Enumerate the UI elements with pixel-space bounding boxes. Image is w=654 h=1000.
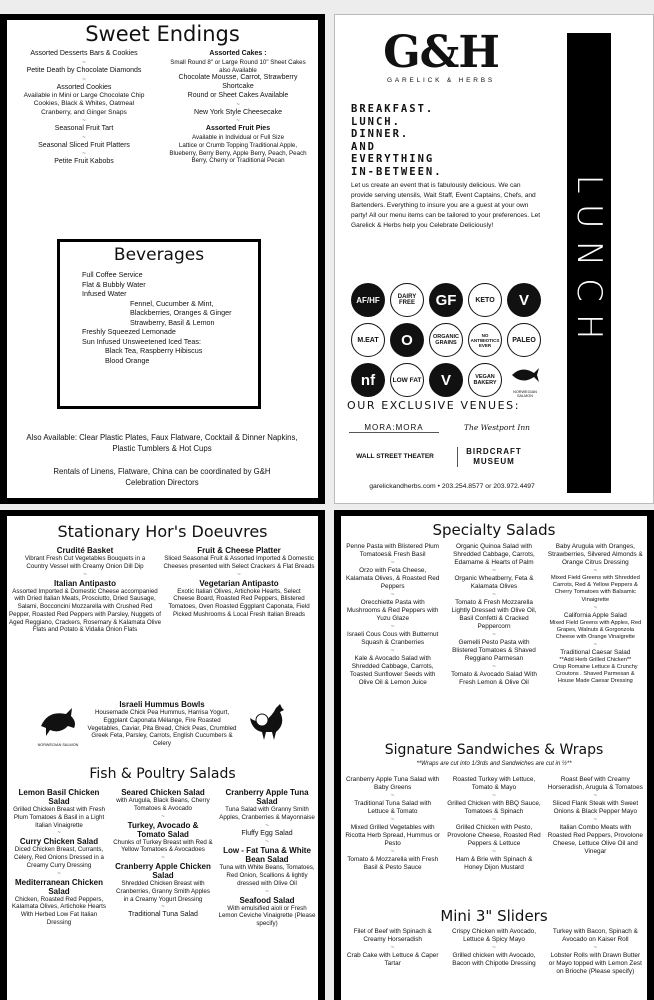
fish-item-heading: Traditional Tuna Salad — [128, 911, 198, 919]
sweet-right-col: Assorted Cakes : Small Round 8" or Large Round 10" Sheet Cakes also Available Chocolate Mousse, Carrot, Strawberry Shortcake Round or Sheet Cakes Available ~ New York Style Cheesecake ~ Assorted Fruit Pies Available in Individual or Full Size Lattice or Crumb Topping Traditional Apple, Blueberry, Berry Berry, Apple Berry, Peach, Peach Berry, Cherry or Traditional Pecan — [163, 50, 313, 165]
bev-tea-list: Black Tea, Raspberry Hibiscus Blood Orange — [105, 346, 203, 365]
sandwich-item: Sliced Flank Steak with Sweet Onions & Black Pepper Mayo — [552, 800, 639, 815]
sandwich-item: Ham & Brie with Spinach & Honey Dijon Mustard — [455, 856, 533, 871]
also-available: Also Available: Clear Plastic Plates, Faux Flatware, Cocktail & Dinner Napkins, Plastic Tumblers & Hot Cups — [26, 433, 298, 453]
fish-col-1: Lemon Basil Chicken Salad Grilled Chicken Breast with Fresh Plum Tomatoes & Basil in a Light Italian Vinaigrette ~ Curry Chicken Salad Diced Chicken Breast, Currants, Celery, Red Onions Dressed in a Creamy Curry Dressing ~ Mediterranean Chicken Salad Chicken, Roasted Red Peppers, Kalamata Olives, Artichoke Hearts With Herbed Low Fat Italian Dressing — [9, 788, 109, 927]
antipasto-heading: Italian Antipasto — [54, 578, 116, 588]
salmon-fish-icon — [510, 365, 540, 385]
logo-sub: GARELICK & HERBS — [386, 77, 495, 84]
assorted-cookies: Assorted Cookies — [56, 83, 112, 91]
sandwich-item: Traditional Tuna Salad with Lettuce & Tomato — [354, 800, 432, 815]
logo-mark: G&H — [383, 27, 499, 78]
fish-item-desc: Tuna Salad with Granny Smith Apples, Cranberries & Mayonnaise — [219, 806, 315, 821]
specialty-item: Organic Quinoa Salad with Shredded Cabbage, Carrots, Edamame & Hearts of Palm — [453, 543, 535, 566]
fish-item-desc: With emulsified aioli or Fresh Lemon Ceviche Vinaigrette (Please specify) — [218, 904, 316, 927]
salads-panel — [334, 510, 654, 1000]
hors-title: Stationary Hor's Doeuvres — [57, 522, 268, 541]
lunch-vertical-text: LUNCH — [569, 174, 609, 352]
specialty-item: Penne Pasta with Blistered Plum Tomatoes& Fresh Basil — [346, 543, 440, 558]
slider-item: Filet of Beef with Spinach & Creamy Horseradish — [353, 928, 432, 943]
fish-item-desc: Shredded Chicken Breast with Cranberries, Granny Smith Apples in a Creamy Yogurt Dressing — [116, 880, 210, 903]
fish-col-3: Cranberry Apple Tuna Salad Tuna Salad with Granny Smith Apples, Cranberries & Mayonnaise ~ Fluffy Egg Salad ~ Low - Fat Tuna & White Bean Salad Tuna with White Beans, Tomatoes, Red Onion, Scallions & lightly dressed with Olive Oil ~ Seafood Salad With emulsified aioli or Fresh Lemon Ceviche Vinaigrette (Please specify) — [218, 788, 316, 927]
sandwich-item: Roasted Turkey with Lettuce, Tomato & Mayo — [452, 776, 536, 791]
rooster-icon — [246, 702, 290, 742]
antipasto-desc: Assorted Imported & Domestic Cheese accompanied with Dried Italian Meats, Prosciutto, Dried Sausage, Salami, Bocconcini Mozzarella with Crushed Red Pepper, Roasted Red Peppers with Parsley, Nuggets of Aged Reggiano, Crackers, Rosemary & Kalamata Olive Flats and Potato & Vidalia Onion Flats — [9, 587, 162, 634]
slider-item: Turkey with Bacon, Spinach & Avocado on Kaiser Roll — [552, 928, 638, 943]
fish-item-heading: Lemon Basil Chicken Salad — [18, 788, 100, 806]
slider-col-3: Turkey with Bacon, Spinach & Avocado on Kaiser Roll ~ Lobster Rolls with Drawn Butter or Mayo topped with Lemon Zest on Brioche (Please specify) — [548, 928, 642, 975]
crudite-heading: Crudité Basket — [56, 546, 114, 555]
specialty-col-2: Organic Quinoa Salad with Shredded Cabbage, Carrots, Edamame & Hearts of Palm ~ Organic Wheatberry, Feta & Kalamata Olives ~ Tomato & Fresh Mozzarella Lightly Dressed with Olive Oil, Basil Confetti & Cracked Peppercorn ~ Gemelli Pesto Pasta with Blistered Tomatoes & Shaved Reggiano Parmesan ~ Tomato & Avocado Salad With Fresh Lemon & Olive Oil — [446, 543, 541, 687]
sandwich-col-1: Cranberry Apple Tuna Salad with Baby Greens ~ Traditional Tuna Salad with Lettuce & Tomato ~ Mixed Grilled Vegetables with Ricotta Herb Spread, Hummus or Pesto ~ Tomato & Mozzarella with Fresh Basil & Pesto Sauce — [345, 776, 440, 871]
sandwich-col-2: Roasted Turkey with Lettuce, Tomato & Mayo ~ Grilled Chicken with BBQ Sauce, Tomatoes & Spinach ~ Grilled Chicken with Pesto, Provolone Cheese, Roasted Red Peppers & Lettuce ~ Ham & Brie with Spinach & Honey Dijon Mustard — [447, 776, 541, 871]
bev-tea: Sun Infused Unsweetened Iced Teas: — [82, 336, 201, 346]
fish-item-heading: Fluffy Egg Salad — [241, 829, 293, 837]
logo — [351, 29, 531, 84]
fruit-kabobs: Petite Fruit Kabobs — [54, 158, 114, 166]
tagline-3: DINNER. — [351, 128, 410, 140]
rentals: Rentals of Linens, Flatware, China can be coordinated by G&H Celebration Directors — [53, 467, 271, 487]
fish-item-desc: Tuna with White Beans, Tomatoes, Red Onion, Scallions & lightly dressed with Olive Oil — [219, 864, 315, 887]
dolphin-icon — [38, 706, 78, 738]
badge-nut-free: nf — [351, 363, 385, 397]
specialty-item: Traditional Caesar Salad — [560, 648, 631, 656]
sweet-endings-title: Sweet Endings — [85, 22, 240, 46]
cakes-sheet: Round or Sheet Cakes Available — [187, 91, 289, 99]
specialty-item: California Apple Salad — [563, 611, 627, 619]
badge-low-fat: LOW FAT — [390, 363, 424, 397]
venue-mora: MORA:MORA — [349, 423, 439, 433]
fish-item-desc: Chunks of Turkey Breast with Red & Yellow Tomatoes & Avocadoes — [113, 838, 213, 854]
badge-gf: GF — [429, 283, 463, 317]
badge-afhf: AF/HF — [351, 283, 385, 317]
sliders-title: Mini 3" Sliders — [440, 907, 548, 925]
fish-item-desc: Diced Chicken Breast, Currants, Celery, Red Onions Dressed in a Creamy Curry Dressing — [14, 846, 104, 869]
fruit-cheese-heading: Fruit & Cheese Platter — [197, 546, 281, 555]
specialty-item: Mixed Field Greens with Apples, Red Grapes, Walnuts & Gorgonzola Cheese with Orange Vinaigrette — [549, 619, 642, 640]
hors-doeuvres-panel — [0, 510, 325, 1000]
cheesecake: New York Style Cheesecake — [194, 108, 282, 116]
badge-dairy-free: DAIRY FREE — [390, 283, 424, 317]
venue-westport: The Westport Inn — [464, 423, 530, 432]
badge-vegetarian: V — [429, 363, 463, 397]
hors-left-col: Crudité Basket Vibrant Fresh Cut Vegetables Bouquets in a Country Vessel with Creamy Onion Dill Dip ~ Italian Antipasto Assorted Imported & Domestic Cheese accompanied with Dried Italian Meats, Prosciutto, Dried Sausage, Salami, Bocconcini Mozzarella with Crushed Red Pepper, Roasted Red Peppers with Parsley, Nuggets of Aged Reggiano, Crackers, Rosemary & Kalamata Olive Flats and Potato & Vidalia Onion Flats — [9, 546, 162, 634]
hors-right-col: Fruit & Cheese Platter Sliced Seasonal Fruit & Assorted Imported & Domestic Cheeses presented with Select Crackers & Flat Breads ~ Vegetarian Antipasto Exotic Italian Olives, Artichoke Hearts, Select Cheese Board, Roasted Red Peppers, Blistered Tomatoes, Oven Roasted Eggplant Caponata, Field Picked Mushrooms & Local Fresh Italian Breads — [163, 546, 315, 618]
fish-col-2: Seared Chicken Salad with Arugula, Black Beans, Cherry Tomatoes & Avocado ~ Turkey, Avocado & Tomato Salad Chunks of Turkey Breast with Red & Yellow Tomatoes & Avocadoes ~ Cranberry Apple Chicken Salad Shredded Chicken Breast with Cranberries, Granny Smith Apples in a Creamy Yogurt Dressing ~ Traditional Tuna Salad — [113, 788, 213, 919]
veg-antipasto-desc: Exotic Italian Olives, Artichoke Hearts, Select Cheese Board, Roasted Red Peppers, Blistered Tomatoes, Oven Roasted Eggplant Caponata, Field Picked Mushrooms & Local Fresh Italian Breads — [168, 587, 310, 618]
sliced-fruit: Seasonal Sliced Fruit Platters — [38, 141, 130, 149]
badge-salmon — [507, 365, 543, 398]
fish-item-heading: Low - Fat Tuna & White Bean Salad — [223, 846, 311, 865]
fish-item-heading: Seafood Salad — [239, 895, 295, 905]
fish-item-heading: Cranberry Apple Chicken Salad — [115, 862, 211, 880]
sandwiches-note: **Wraps are cut into 1/3rds and Sandwiches are cut in ½** — [416, 761, 572, 767]
dolphin-logo — [35, 706, 81, 747]
specialty-grid — [345, 543, 643, 687]
sandwich-item: Mixed Grilled Vegetables with Ricotta Herb Spread, Hummus or Pesto — [345, 824, 440, 847]
bev-coffee: Full Coffee Service — [82, 270, 143, 279]
sandwich-item: Italian Combo Meats with Roasted Red Peppers, Provolone Cheese, Lettuce Olive Oil and Vinegar — [547, 824, 643, 855]
bev-infused-list: Fennel, Cucumber & Mint, Blackberries, Oranges & Ginger Strawberry, Basil & Lemon — [130, 298, 232, 327]
slider-col-2: Crispy Chicken with Avocado, Lettuce & Spicy Mayo ~ Grilled chicken with Avocado, Bacon with Chipotle Dressing — [446, 928, 541, 976]
fruit-cheese-desc: Sliced Seasonal Fruit & Assorted Imported & Domestic Cheeses presented with Select Crackers & Flat Breads — [163, 555, 315, 570]
pies-note: Available in Individual or Full Size — [191, 134, 285, 141]
bev-water: Flat & Bubbly Water — [82, 279, 146, 289]
sandwich-col-3: Roast Beef with Creamy Horseradish, Arugula & Tomatoes ~ Sliced Flank Steak with Sweet Onions & Black Pepper Mayo ~ Italian Combo Meats with Roasted Red Peppers, Provolone Cheese, Lettuce Olive Oil and Vinegar — [547, 776, 643, 855]
badge-vegan-bakery: VEGAN BAKERY — [468, 363, 502, 397]
fish-item-heading: Seared Chicken Salad — [121, 788, 205, 797]
fruit-tart: Seasonal Fruit Tart — [54, 124, 114, 132]
sandwich-item: Tomato & Mozzarella with Fresh Basil & Pesto Sauce — [347, 856, 439, 871]
tagline-2: LUNCH. — [351, 115, 401, 128]
sweet-left-col: Assorted Desserts Bars & Cookies ~ Petite Death by Chocolate Diamonds ~ Assorted Cookies Available in Mini or Large Chocolate Chip Cookies, Black & Whites, Oatmeal Cranberry, and Ginger Snaps ~ Seasonal Fruit Tart ~ Seasonal Sliced Fruit Platters ~ Petite Fruit Kabobs — [9, 50, 159, 167]
specialty-col-1: Penne Pasta with Blistered Plum Tomatoes& Fresh Basil ~ Orzo with Feta Cheese, Kalamata Olives, & Roasted Red Peppers ~ Orecchiette Pasta with Mushrooms & Red Peppers with Yuzu Glaze ~ Israeli Cous Cous with Butternut Squash & Cranberries ~ Kale & Avocado Salad with Shredded Cabbage, Carrots, Toasted Sunflower Seeds with Olive Oil & Lemon Juice — [345, 543, 440, 686]
salmon-label: NORWEGIAN SALMON — [513, 390, 537, 398]
sandwiches-title: Signature Sandwiches & Wraps — [384, 742, 604, 758]
fish-item-desc: Chicken, Roasted Red Peppers, Kalamata Olives, Artichoke Hearts With Herbed Low Fat Italian Dressing — [12, 895, 106, 926]
specialty-item: Baby Arugula with Oranges, Strawberries, Silvered Almonds & Orange Citrus Dressing — [547, 543, 643, 566]
slider-item: Grilled chicken with Avocado, Bacon with Chipotle Dressing — [452, 952, 536, 967]
specialty-item: Orzo with Feta Cheese, Kalamata Olives, & Roasted Red Peppers — [345, 567, 440, 590]
cakes-list: Chocolate Mousse, Carrot, Strawberry Shortcake — [178, 74, 298, 90]
sweet-endings-panel — [0, 14, 325, 504]
specialty-item: Mixed Field Greens with Shredded Carrots, Red & Yellow Peppers & Cherry Tomatoes with Balsamic Vinaigrette — [550, 575, 640, 603]
badge-meat: M.EAT — [351, 323, 385, 357]
tagline-1: BREAKFAST. — [351, 103, 435, 115]
badge-paleo: PALEO — [507, 323, 541, 357]
tagline — [351, 103, 541, 178]
sandwich-item: Roast Beef with Creamy Horseradish, Arugula & Tomatoes — [547, 776, 643, 791]
slider-item: Crispy Chicken with Avocado, Lettuce & Spicy Mayo — [451, 928, 537, 943]
rooster-logo — [243, 702, 293, 747]
hummus-desc: Housemade Chick Pea Hummus, Harrisa Yogurt, Eggplant Caponata Mélange, Fire Roasted Vegetables, Caviar, Pita Bread, Chick Peas, Crumbled Greek Feta, Parsley, Carrots, English Cucumbers & Celery — [87, 709, 237, 747]
dessert-bars: Assorted Desserts Bars & Cookies — [30, 50, 138, 57]
specialty-item: Tomato & Avocado Salad With Fresh Lemon & Olive Oil — [451, 671, 537, 686]
crudite-desc: Vibrant Fresh Cut Vegetables Bouquets in a Country Vessel with Creamy Onion Dill Dip — [24, 555, 146, 570]
specialty-item: Tomato & Fresh Mozzarella Lightly Dressed with Olive Oil, Basil Confetti & Cracked Peppercorn — [451, 599, 537, 630]
dolphin-label: NORWEGIAN SALMON — [37, 743, 79, 747]
sandwich-item: Grilled Chicken with BBQ Sauce, Tomatoes & Spinach — [447, 800, 541, 815]
cookies-desc: Available in Mini or Large Chocolate Chip Cookies, Black & Whites, Oatmeal Cranberry, and Ginger Snaps — [23, 92, 145, 116]
brand-panel — [334, 14, 654, 504]
specialty-title: Specialty Salads — [432, 521, 556, 539]
fish-item-heading: Mediterranean Chicken Salad — [14, 877, 104, 896]
bev-lemonade: Freshly Squeezed Lemonade — [82, 327, 176, 336]
fish-item-desc: Grilled Chicken Breast with Fresh Plum Tomatoes & Basil in a Light Italian Vinaigrette — [13, 806, 105, 829]
beverages-title: Beverages — [113, 245, 205, 265]
pies-list: Lattice or Crumb Topping Traditional Apple, Blueberry, Berry Berry, Apple Berry, Peach, Peach Berry, Cherry or Traditional Pecan — [169, 141, 307, 165]
specialty-col-3: Baby Arugula with Oranges, Strawberries, Silvered Almonds & Orange Citrus Dressing ~ Mixed Field Greens with Shredded Carrots, Red & Yellow Peppers & Cherry Tomatoes with Balsamic Vinaigrette ~ California Apple Salad Mixed Field Greens with Apples, Red Grapes, Walnuts & Gorgonzola Cheese with Orange Vinaigrette ~ Traditional Caesar Salad **Add Herb Grilled Chicken** Crisp Romaine Lettuce & Crunchy Croutons . Shaved Parmesan & House Made Caesar Dressing — [547, 543, 643, 684]
slider-col-1: Filet of Beef with Spinach & Creamy Horseradish ~ Crab Cake with Lettuce & Caper Tartar — [346, 928, 439, 967]
hummus-block — [87, 700, 237, 748]
badge-keto: KETO — [468, 283, 502, 317]
intro-text: Let us create an event that is fabulously delicious. We can provide serving utensils, Wait Staff, Event Captains, Chefs, and Bartenders. Everything to insure you are a guest at your own party! All our menu items can be tailored to your preferences. Let Garelick & Herbs help you Celebrate Deliciously! — [351, 182, 541, 229]
contact-line: garelickandherbs.com • 203.254.8577 or 203.972.4497 — [369, 483, 535, 490]
specialty-item: Israeli Cous Cous with Butternut Squash & Cranberries — [347, 631, 439, 646]
cakes-heading: Assorted Cakes : — [209, 50, 267, 57]
beverages-box — [57, 239, 261, 409]
specialty-item: Crisp Romaine Lettuce & Crunchy Croutons . Shaved Parmesan & House Made Caesar Dressing — [553, 663, 638, 684]
fish-item-heading: Curry Chicken Salad — [19, 837, 99, 847]
tagline-4: AND — [351, 140, 376, 153]
badge-no-antibiotics: NO ANTIBIOTICS EVER — [468, 323, 502, 357]
cakes-note: Small Round 8" or Large Round 10" Sheet Cakes also Available — [170, 58, 306, 74]
bev-infused: Infused Water — [82, 289, 127, 298]
sliders-grid — [345, 928, 643, 976]
venue-birdcraft: BIRDCRAFT MUSEUM — [457, 447, 524, 467]
sandwiches-grid — [345, 776, 643, 872]
sandwich-item: Cranberry Apple Tuna Salad with Baby Greens — [345, 776, 440, 791]
badge-vegan: V — [507, 283, 541, 317]
pies-heading: Assorted Fruit Pies — [205, 125, 271, 133]
specialty-item: Gemelli Pesto Pasta with Blistered Tomatoes & Shaved Reggiano Parmesan — [452, 639, 536, 662]
fish-item-heading: Turkey, Avocado & Tomato Salad — [127, 820, 199, 839]
badge-organic-grains: ORGANIC GRAINS — [429, 323, 463, 357]
specialty-item: Kale & Avocado Salad with Shredded Cabbage, Carrots, Toasted Sunflower Seeds with Olive Oil & Lemon Juice — [349, 655, 436, 686]
hummus-heading: Israeli Hummus Bowls — [119, 700, 205, 709]
specialty-item: **Add Herb Grilled Chicken** — [559, 656, 632, 663]
sandwich-item: Grilled Chicken with Pesto, Provolone Cheese, Roasted Red Peppers & Lettuce — [447, 824, 541, 847]
lunch-bar — [567, 33, 611, 493]
petite-death: Petite Death by Chocolate Diamonds — [26, 66, 142, 74]
venues-heading: OUR EXCLUSIVE VENUES: — [347, 399, 521, 412]
venue-wall-street: WALL STREET THEATER — [356, 453, 434, 460]
slider-item: Crab Cake with Lettuce & Caper Tartar — [346, 952, 439, 967]
fish-item-desc: with Arugula, Black Beans, Cherry Tomatoes & Avocado — [116, 797, 210, 812]
fish-title: Fish & Poultry Salads — [89, 766, 236, 782]
tagline-5: EVERYTHING — [351, 153, 435, 165]
slider-item: Lobster Rolls with Drawn Butter or Mayo topped with Lemon Zest on Brioche (Please specify) — [548, 952, 642, 975]
veg-antipasto-heading: Vegetarian Antipasto — [199, 578, 279, 588]
specialty-item: Orecchiette Pasta with Mushrooms & Red Peppers with Yuzu Glaze — [346, 599, 439, 622]
tagline-6: IN-BETWEEN. — [351, 165, 443, 178]
specialty-item: Organic Wheatberry, Feta & Kalamata Olives — [454, 575, 534, 590]
badge-organic: O — [390, 323, 424, 357]
fish-item-heading: Cranberry Apple Tuna Salad — [225, 788, 309, 806]
